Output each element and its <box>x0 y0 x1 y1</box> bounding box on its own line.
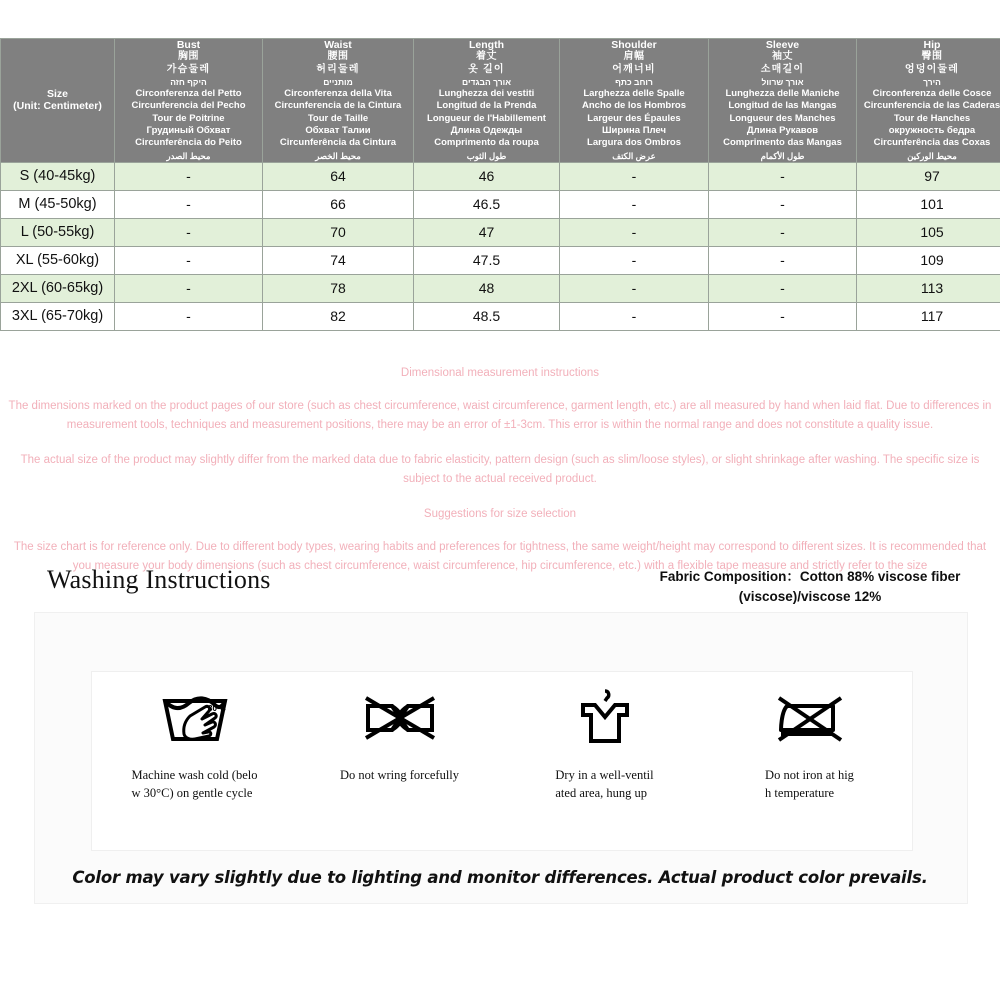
cell-size: XL (55-60kg) <box>1 246 115 274</box>
header-size-label: Size <box>46 88 68 101</box>
cell-bust: - <box>115 162 263 190</box>
cell-waist: 78 <box>263 274 414 302</box>
header-waist-fr: Tour de Taille <box>307 112 369 124</box>
cell-waist: 64 <box>263 162 414 190</box>
notes-para-2: The actual size of the product may slightly differ from the marked data due to fabric elasticity, pattern design (such as slim/loose styles), or slight shrinkage after washing. The specific size is subject to the actual received product. <box>20 454 980 485</box>
cell-bust: - <box>115 274 263 302</box>
header-length-kr: 옷 길이 <box>468 63 505 75</box>
care-caption-line2: ated area, hung up <box>555 786 648 800</box>
cell-length: 47.5 <box>414 246 560 274</box>
column-header-waist <box>263 39 414 163</box>
header-shoulder-ru: Ширина Плеч <box>602 125 666 137</box>
header-sleeve-ar: طول الأكمام <box>760 150 805 161</box>
table-body <box>1 162 1000 330</box>
table-header-row <box>1 39 1000 163</box>
cell-sleeve: - <box>709 302 857 330</box>
cell-sleeve: - <box>709 218 857 246</box>
care-caption-hang-dry <box>555 766 653 802</box>
header-bust-fr: Tour de Poitrine <box>152 112 225 124</box>
header-waist-it: Circonferenza della Vita <box>284 88 392 100</box>
header-bust-es: Circunferencia del Pecho <box>131 100 246 112</box>
cell-hip: 97 <box>857 162 1000 190</box>
column-header-length <box>414 39 560 163</box>
header-waist-ar: محيط الخصر <box>315 150 361 161</box>
cell-waist: 82 <box>263 302 414 330</box>
header-waist-ru: Обхват Талии <box>305 125 371 137</box>
cell-bust: - <box>115 302 263 330</box>
header-length-he: אורך הבגדים <box>462 76 511 87</box>
header-hip-kr: 엉덩이둘레 <box>904 63 960 75</box>
cell-sleeve: - <box>709 246 857 274</box>
header-waist-cjk: 腰围 <box>327 51 349 63</box>
header-bust-pt: Circunferência do Peito <box>135 137 242 149</box>
header-length-cjk: 着丈 <box>476 51 497 63</box>
table-row <box>1 302 1000 330</box>
column-header-shoulder <box>560 39 709 163</box>
washing-instructions-title: Washing Instructions <box>47 565 271 594</box>
care-caption-line1: Machine wash cold (belo <box>131 768 258 782</box>
cell-hip: 113 <box>857 274 1000 302</box>
cell-size: M (45-50kg) <box>1 190 115 218</box>
header-bust-it: Circonferenza del Petto <box>135 88 242 100</box>
header-hip-es: Circunferencia de las Caderas <box>863 100 1000 112</box>
size-chart-table <box>0 38 1000 331</box>
measurement-notes <box>0 364 1000 592</box>
cell-length: 48.5 <box>414 302 560 330</box>
cell-hip: 117 <box>857 302 1000 330</box>
header-shoulder-es: Ancho de los Hombros <box>582 100 686 112</box>
cell-length: 48 <box>414 274 560 302</box>
notes-para-1: The dimensions marked on the product pages of our store (such as chest circumference, waist circumference, garment length, etc.) are all measured by hand when laid flat. Due to differences in measurement tools, techniques and measurement positions, there may be an error of ±1-3cm. This error is within the normal range and does not constitute a quality issue. <box>8 400 992 431</box>
cell-sleeve: - <box>709 190 857 218</box>
cell-bust: - <box>115 190 263 218</box>
column-header-sleeve <box>709 39 857 163</box>
care-caption-line1: Do not iron at hig <box>765 768 854 782</box>
care-caption-machine-wash <box>131 766 257 802</box>
header-sleeve-ru: Длина Рукавов <box>746 125 819 137</box>
header-hip-en: Hip <box>923 39 941 51</box>
table-row <box>1 162 1000 190</box>
header-shoulder-it: Larghezza delle Spalle <box>583 88 685 100</box>
cell-shoulder: - <box>560 190 709 218</box>
header-shoulder-pt: Largura dos Ombros <box>587 137 681 149</box>
care-caption-do-not-wring <box>340 766 459 784</box>
header-shoulder-he: רוחב כתף <box>615 76 653 87</box>
cell-shoulder: - <box>560 274 709 302</box>
fabric-composition: Fabric Composition：Cotton 88% viscose fiber (viscose)/viscose 12% <box>659 569 961 604</box>
column-header-bust <box>115 39 263 163</box>
notes-para-3: The size chart is for reference only. Due to different body types, wearing habits and preferences for tightness, the same weight/height may correspond to different sizes. It is recommended that you measure your body dimensions (such as chest circumference, waist circumference, hip circumference, etc.) with a flexible tape measure and strictly refer to the size <box>13 541 987 572</box>
cell-waist: 74 <box>263 246 414 274</box>
header-shoulder-fr: Largeur des Épaules <box>587 112 681 124</box>
header-waist-pt: Circunferência da Cintura <box>279 137 397 149</box>
notes-title: Dimensional measurement instructions <box>400 367 600 379</box>
cell-bust: - <box>115 218 263 246</box>
cell-waist: 66 <box>263 190 414 218</box>
cell-bust: - <box>115 246 263 274</box>
do-not-wring-icon <box>305 686 495 750</box>
header-waist-he: מותניים <box>323 76 353 87</box>
cell-shoulder: - <box>560 246 709 274</box>
care-item-do-not-iron <box>715 672 905 802</box>
washing-care-panel <box>34 612 968 904</box>
header-waist-es: Circunferencia de la Cintura <box>274 100 402 112</box>
header-hip-pt: Circunferência das Coxas <box>873 137 991 149</box>
cell-shoulder: - <box>560 162 709 190</box>
table-row <box>1 246 1000 274</box>
header-bust-ru: Грудиный Обхват <box>146 125 231 137</box>
header-hip-it: Circonferenza delle Cosce <box>872 88 992 100</box>
header-sleeve-pt: Comprimento das Mangas <box>723 137 842 149</box>
header-sleeve-he: אורך שרוול <box>761 76 804 87</box>
header-bust-en: Bust <box>176 39 201 51</box>
header-hip-ru: окружность бедра <box>888 125 976 137</box>
header-length-es: Longitud de la Prenda <box>436 100 537 112</box>
header-bust-cjk: 胸围 <box>178 51 199 63</box>
header-length-ar: طول الثوب <box>466 150 507 161</box>
cell-waist: 70 <box>263 218 414 246</box>
table-row <box>1 218 1000 246</box>
header-length-ru: Длина Одежды <box>450 125 523 137</box>
header-length-en: Length <box>469 39 504 51</box>
header-hip-fr: Tour de Hanches <box>893 112 971 124</box>
cell-length: 46 <box>414 162 560 190</box>
table-row <box>1 190 1000 218</box>
cell-length: 46.5 <box>414 190 560 218</box>
header-shoulder-en: Shoulder <box>611 39 657 51</box>
cell-sleeve: - <box>709 162 857 190</box>
header-bust-he: היקף חזה <box>170 76 207 87</box>
care-caption-line2: h temperature <box>765 786 835 800</box>
header-length-it: Lunghezza dei vestiti <box>438 88 535 100</box>
header-shoulder-ar: عرض الكتف <box>612 150 656 161</box>
header-hip-he: הירך <box>923 76 941 87</box>
header-shoulder-cjk: 肩幅 <box>623 51 645 63</box>
header-sleeve-it: Lunghezza delle Maniche <box>725 88 840 100</box>
header-shoulder-kr: 어깨너비 <box>612 63 656 75</box>
header-hip-cjk: 臀围 <box>921 51 943 63</box>
header-sleeve-es: Longitud de las Mangas <box>728 100 837 112</box>
header-waist-en: Waist <box>324 39 352 51</box>
column-header-hip <box>857 39 1000 163</box>
header-sleeve-cjk: 袖丈 <box>772 51 793 63</box>
wash-temperature-label: 30°C <box>207 704 226 713</box>
table-row <box>1 274 1000 302</box>
cell-hip: 109 <box>857 246 1000 274</box>
header-sleeve-en: Sleeve <box>765 39 800 51</box>
header-bust-kr: 가슴둘레 <box>166 63 211 75</box>
care-caption-do-not-iron <box>765 766 854 802</box>
color-disclaimer: Color may vary slightly due to lighting and monitor differences. Actual product color prevails. <box>72 868 928 887</box>
do-not-iron-icon <box>715 686 905 750</box>
cell-hip: 105 <box>857 218 1000 246</box>
cell-size: 3XL (65-70kg) <box>1 302 115 330</box>
header-sleeve-fr: Longueur des Manches <box>729 112 836 124</box>
cell-shoulder: - <box>560 302 709 330</box>
washing-icons-row <box>91 671 913 851</box>
hang-dry-icon <box>510 686 700 750</box>
table-header <box>1 39 1000 163</box>
column-header-size <box>1 39 115 163</box>
header-length-fr: Longueur de l'Habillement <box>427 112 546 124</box>
size-chart-table-container <box>0 38 1000 331</box>
care-item-hang-dry <box>510 672 700 802</box>
care-caption-line1: Dry in a well-ventil <box>555 768 654 782</box>
care-item-do-not-wring <box>305 672 495 784</box>
notes-subtitle: Suggestions for size selection <box>423 508 577 520</box>
care-caption-line2: w 30°C) on gentle cycle <box>131 786 253 800</box>
machine-wash-cold-icon <box>100 686 290 750</box>
header-waist-kr: 허리둘레 <box>316 63 360 75</box>
header-bust-ar: محيط الصدر <box>166 150 211 161</box>
cell-sleeve: - <box>709 274 857 302</box>
care-item-machine-wash <box>100 672 290 802</box>
care-caption-line1: Do not wring forcefully <box>339 768 460 782</box>
cell-size: 2XL (60-65kg) <box>1 274 115 302</box>
cell-shoulder: - <box>560 218 709 246</box>
cell-length: 47 <box>414 218 560 246</box>
header-hip-ar: محيط الوركين <box>907 150 957 161</box>
cell-hip: 101 <box>857 190 1000 218</box>
header-sleeve-kr: 소매길이 <box>760 63 805 75</box>
header-size-unit: (Unit: Centimeter) <box>13 100 102 113</box>
cell-size: S (40-45kg) <box>1 162 115 190</box>
header-length-pt: Comprimento da roupa <box>434 137 539 149</box>
cell-size: L (50-55kg) <box>1 218 115 246</box>
